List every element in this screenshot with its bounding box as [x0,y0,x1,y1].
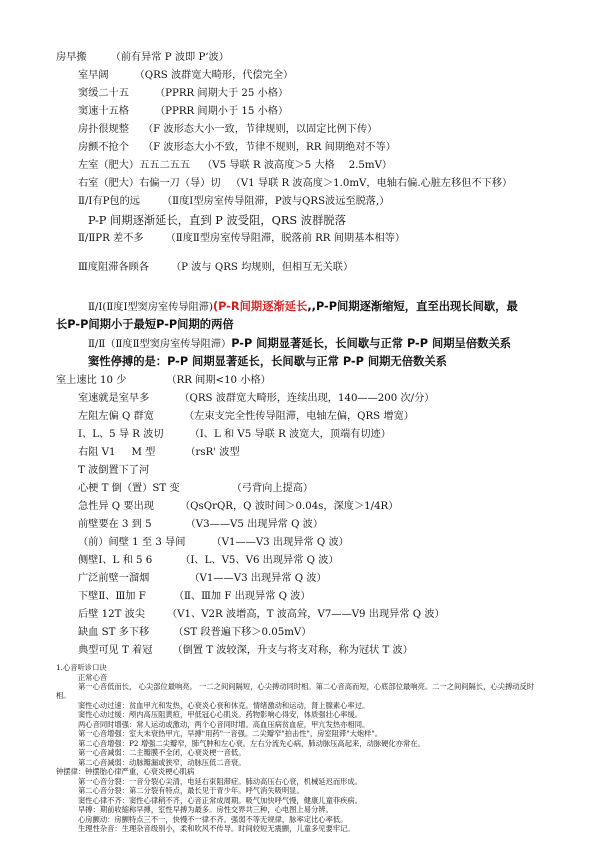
line-av-block-3: Ⅲ度阻滞各顾各 （P 波与 QRS 均规则，但相互无关联） [78,262,354,273]
line-mi: 心梗 T 倒（置）ST 变 （弓背向上提高） [78,483,314,494]
line-posterior: 后壁 12T 波尖 （V1、V2R 波增高，T 波高耸，V7——V9 出现异常 Q 波） [78,609,445,620]
line-ischemia: 缺血 ST 多下移 （ST 段普遍下移＞0.05mV） [78,627,312,638]
line-extensive-anterior: 广泛前壁一溜烟 （V1——V3 出现异常 Q 波） [78,573,327,584]
line-pp-prolong: P-P 间期逐渐延长，直到 P 波受阻，QRS 波群脱落 [88,214,346,227]
line-lbbb: 左阻左偏 Q 群宽 （左束支完全性传导阻滞，电轴左偏，QRS 增宽） [78,411,414,422]
para-premature: 早搏：期前收缩称早搏，室性早搏为最多。房性交界共三种，心电图上易分辨。 [78,805,333,815]
line-sa-block-2-1: Ⅱ/Ⅰ(Ⅱ度Ⅰ型窦房室传导阻滞)(P-R间期逐渐延长,,P-P间期逐渐缩短，直至出现长间歇，最 [88,300,518,313]
line-av-block-2-1: Ⅱ/Ⅰ有P包的远 （Ⅱ度Ⅰ型房室传导阻滞，P波与QRS波远至脱落,） [78,196,390,207]
para-sinus-arrhythmia: 窦性心律不齐：窦性心律稍不齐，心音正常成周期。吸气加快呼气慢，健康儿童菲疾病。 [78,795,362,805]
para-s2-decrease: 第二心音减弱：动脉瓣漏或狭窄，动脉压低二音衰。 [78,757,246,767]
para-s2-increase: 第二心音增强：P2 增强二尖瓣窄，肺气肿和左心衰。左右分流先心病，肺动脉压高起来，动脉硬化亦常在。 [78,738,425,748]
line-lbbb-notch: Ⅰ、L、5 导 R 波切 （Ⅰ、L 和 V5 导联 R 波宽大，顶端有切迹） [78,429,391,440]
para-normal-sounds: 第一心音低而长， 心尖部位最响亮。 一二之间间隔短，心尖搏动同时相。第二心音高而短，心底部位最响亮。二一之间间隔长，心尖搏动反时相。 [56,682,535,701]
para-s1-increase: 第一心音增强：室大未衰热甲亢，早搏"用药"一音强。二尖瓣窄"拍击性"，房室阻滞"大炮样"。 [78,729,383,739]
line-lateral: 侧壁Ⅰ、L 和 5 6 （Ⅰ、L、V5、V6 出现异常 Q 波） [78,555,339,566]
line-vt: 室速就是室早多 （QRS 波群宽大畸形，连续出现，140——200 次/分） [78,393,435,404]
line-pp-shortest: 长P-P间期小于最短P-P间期的两倍 [56,318,234,331]
line-sa-block-2-2: Ⅱ/Ⅱ（Ⅱ度Ⅱ型窦房室传导阻滞）P-P 间期显著延长，长间歇与正常 P-P 间期呈倍数关系 [88,337,512,350]
line-inferior: 下壁Ⅱ、Ⅲ加 F （Ⅱ、Ⅲ加 F 出现异常 Q 波） [78,591,311,602]
para-s1-decrease: 第一心音减弱：二主瓣膜不全闭，心衰炎梗一音低。 [78,748,246,758]
line-atrial-premature: 房早搬 （前有异常 P 波即 P‘波） [56,52,229,63]
line-coronary-t: 典型可见 T 着冠 （倒置 T 波较深，升支与将支对称，称为冠状 T 波） [78,645,413,656]
line-ventricular-premature: 室早阔 （QRS 波群宽大畸形，代偿完全） [78,70,294,81]
line-rv-hypertrophy: 右室（肥大）右偏一刀（导）切 （V1 导联 R 波高度＞1.0mV，电轴右偏.心脏左移但不下移） [78,178,513,189]
para-sinus-brady: 窦性心动过缓：颅内高压阻黄疸，甲低冠心心肌炎。药物影响心得安，体质强壮心率缓。 [78,710,362,720]
section-title: 1.心音听诊口诀 [56,663,107,672]
line-acute-q: 急性异 Q 要出现 （QsQrQR，Q 波时间＞0.04s，深度＞1/4R） [78,501,399,512]
para-s2-split: 第二心音分裂：第二分裂有特点，最长见于青少年。呼气消失吸明显。 [78,786,304,796]
section-subtitle: 正常心音 [78,672,108,682]
para-physiologic-murmur: 生理性杂音：生理杂音级别小，柔和吹风不传导。时间较短无震颤，儿童多见要牢记。 [78,824,355,834]
para-both-increase: 两心音同时增强：常人运动或激动，两个心音同时增。高血压病贫血症，甲亢发热亦相同。 [78,719,370,729]
line-anterior: 前壁要在 3 到 5 （V3——V5 出现异常 Q 波） [78,519,324,530]
para-af: 心房颤动：房颤特点三不一，快慢不一律不齐。强弱不等无规律，脉率定比心率低。 [78,814,348,824]
line-atrial-flutter: 房扑很规整 （F 波形态大小一致，节律规则，以固定比例下传） [78,124,378,135]
line-septal: （前）间壁 1 至 3 导间 （V1——V3 出现异常 Q 波） [78,537,349,548]
line-lv-hypertrophy: 左室（肥大）五五二五五 （V5 导联 R 波高度＞5 大格 2.5mV） [78,160,393,171]
para-s1-split: 第一心音分裂：一音分裂心尖清，电延右束阻滞症。肺动高压右心衰，机械延迟而形成。 [78,776,362,786]
line-sinus-arrest: 窦性停搏的是：P-P 间期显著延长，长间歇与正常 P-P 间期无倍数关系 [88,355,447,368]
line-rbbb: 右阻 V1 M 型 （rsR' 波型 [78,447,240,458]
para-sinus-tachy: 窦性心动过速：贫血甲亢和发热，心衰炎心衰和休克。情绪激动和运动，肾上腺素心率过。 [78,700,370,710]
line-sinus-tachy: 窦速十五格 （PPRR 间期小于 15 小格） [78,106,289,117]
line-atrial-fibrillation: 房颤不抢个 （F 波形态大小不致，节律不规则，RR 间期绝对不等） [78,142,396,153]
line-t-inversion: T 波倒置下了河 [78,465,150,476]
line-av-block-2-2: Ⅱ/ⅡPR 差不多 （Ⅱ度Ⅱ型房室传导阻滞，脱落前 RR 间期基本相等） [78,233,406,244]
line-svt: 室上速比 10 少 （RR 间期<10 小格） [56,375,271,386]
line-sinus-brady: 窦缓二十五 （PPRR 间期大于 25 小格） [78,88,289,99]
para-pendulum: 钟摆律：钟摆胎心律严重，心衰炎梗心肌病 [56,767,195,777]
